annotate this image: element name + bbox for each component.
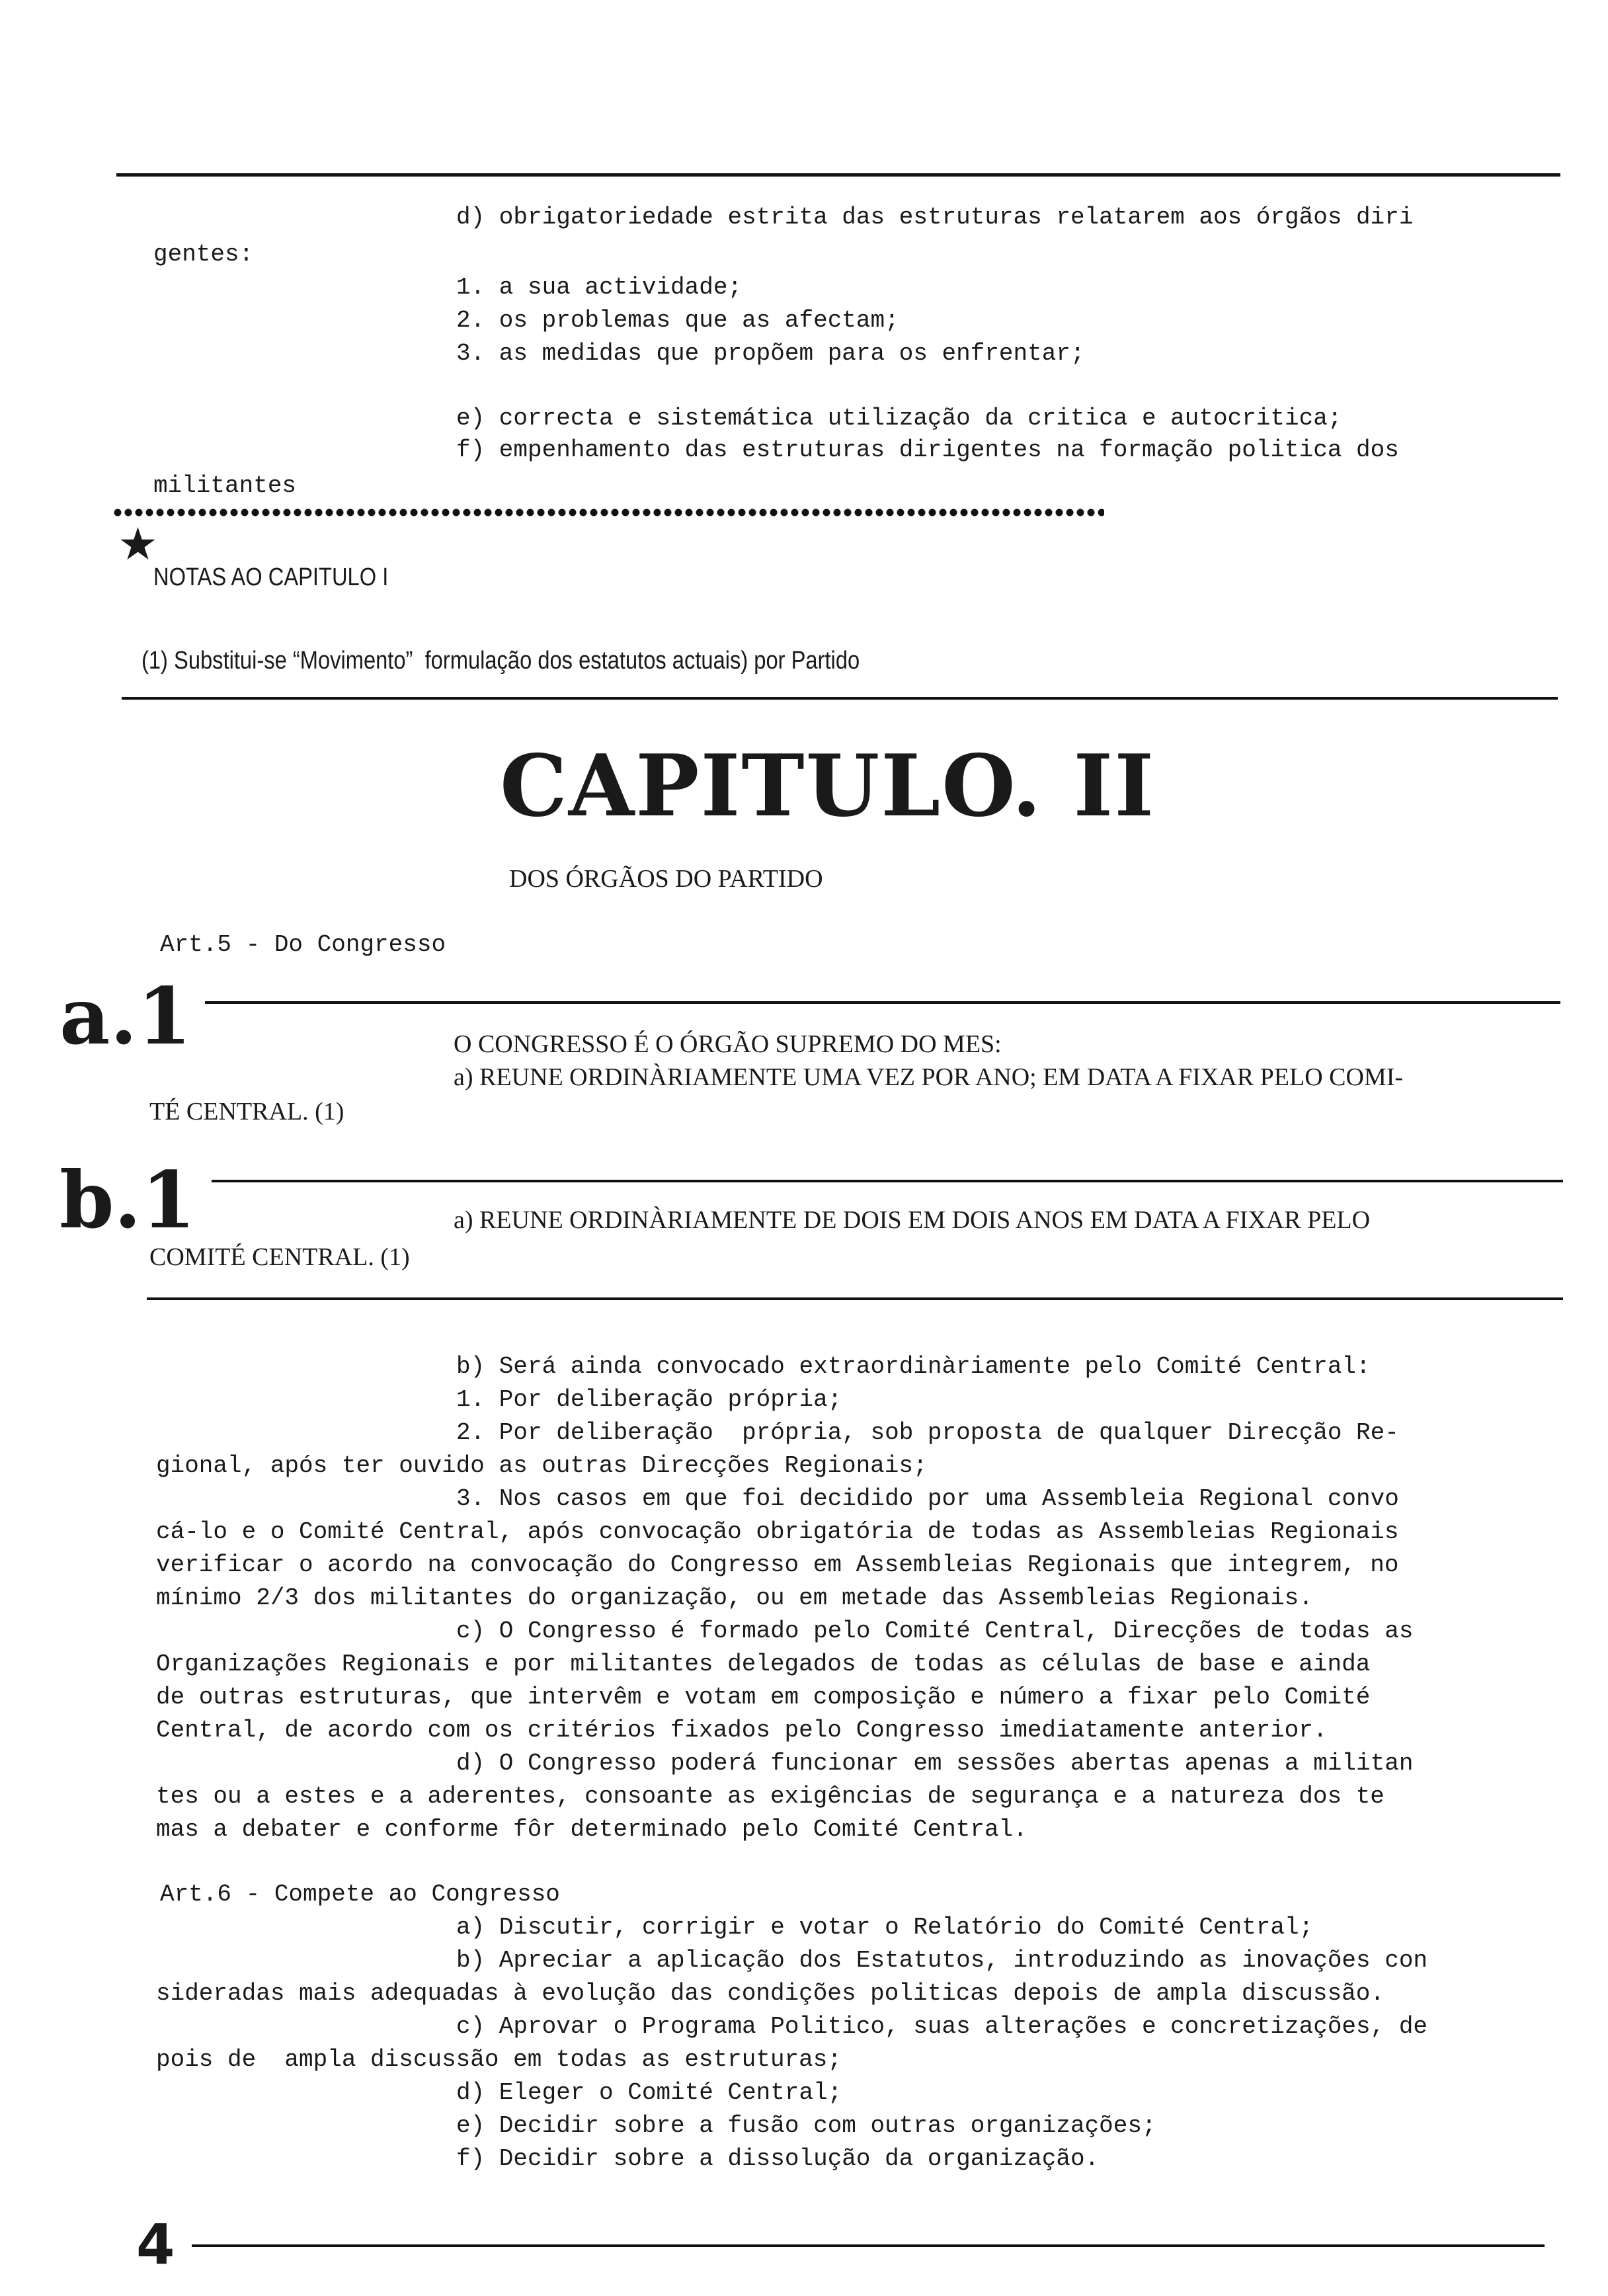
list-item: 2. os problemas que as afectam; (456, 307, 899, 334)
body-line: b) Apreciar a aplicação dos Estatutos, introduzindo as inovações con (456, 1947, 1428, 1974)
notes-heading: NOTAS AO CAPITULO I (153, 563, 389, 591)
body-line: c) Aprovar o Programa Politico, suas alterações e concretizações, de (456, 2013, 1428, 2040)
chapter-top-rule (122, 697, 1558, 700)
body-line: 1. Por deliberação própria; (456, 1386, 842, 1413)
body-line: pois de ampla discussão em todas as estruturas; (156, 2046, 842, 2073)
item-f-line2: militantes (153, 472, 297, 499)
art6-heading: Art.6 - Compete ao Congresso (160, 1881, 560, 1908)
item-e-line: e) correcta e sistemática utilização da critica e autocritica; (456, 405, 1342, 432)
top-rule (116, 173, 1560, 177)
body-line: Central, de acordo com os critérios fixados pelo Congresso imediatamente anterior. (156, 1717, 1328, 1744)
a1-line1: O CONGRESSO É O ÓRGÃO SUPREMO DO MES: (454, 1030, 1002, 1058)
item-f-line1: f) empenhamento das estruturas dirigentes na formação politica dos (456, 436, 1399, 464)
body-line: 3. Nos casos em que foi decidido por uma Assembleia Regional convo (456, 1485, 1399, 1512)
body-line: d) O Congresso poderá funcionar em sessões abertas apenas a militan (456, 1750, 1414, 1777)
a1-line3: TÉ CENTRAL. (1) (149, 1098, 344, 1126)
body-line: e) Decidir sobre a fusão com outras organizações; (456, 2112, 1156, 2139)
body-line: a) Discutir, corrigir e votar o Relatório do Comité Central; (456, 1914, 1314, 1941)
body-line: tes ou a estes e a aderentes, consoante as exigências de segurança e a natureza dos te (156, 1783, 1385, 1810)
star-icon: ★ (118, 518, 158, 571)
body-line: cá-lo e o Comité Central, após convocação obrigatória de todas as Assembleias Regionais (156, 1518, 1399, 1545)
a1-line2: a) REUNE ORDINÀRIAMENTE UMA VEZ POR ANO; EM DATA A FIXAR PELO COMI- (454, 1063, 1404, 1091)
body-line: 2. Por deliberação própria, sob proposta de qualquer Direcção Re- (456, 1419, 1399, 1446)
a1-rule (205, 1001, 1560, 1004)
body-line: d) Eleger o Comité Central; (456, 2079, 842, 2106)
body-line: f) Decidir sobre a dissolução da organização. (456, 2145, 1100, 2172)
b1-marker: b.1 (60, 1154, 196, 1246)
chapter-subtitle: DOS ÓRGÃOS DO PARTIDO (509, 865, 823, 893)
body-line: de outras estruturas, que intervêm e votam em composição e número a fixar pelo Comité (156, 1684, 1371, 1711)
note-item: (1) Substitui-se “Movimento” formulação dos estatutos actuais) por Partido (141, 647, 860, 675)
body-line: Organizações Regionais e por militantes delegados de todas as células de base e ainda (156, 1651, 1371, 1678)
footer-rule (192, 2244, 1545, 2247)
dotted-separator (112, 508, 1104, 517)
b1-bottom-rule (147, 1297, 1563, 1300)
body-line: c) O Congresso é formado pelo Comité Central, Direcções de todas as (456, 1618, 1414, 1645)
list-item: 1. a sua actividade; (456, 274, 743, 301)
chapter-title: CAPITULO. II (500, 737, 1156, 836)
body-line: gional, após ter ouvido as outras Direcções Regionais; (156, 1452, 928, 1479)
body-line: verificar o acordo na convocação do Congresso em Assembleias Regionais que integrem, no (156, 1551, 1399, 1578)
body-line: mas a debater e conforme fôr determinado pelo Comité Central. (156, 1816, 1027, 1843)
art5-heading: Art.5 - Do Congresso (160, 931, 446, 958)
b1-line2: COMITÉ CENTRAL. (1) (149, 1243, 410, 1271)
item-d-line2: gentes: (153, 241, 254, 268)
list-item: 3. as medidas que propõem para os enfrentar; (456, 340, 1085, 367)
b1-line1: a) REUNE ORDINÀRIAMENTE DE DOIS EM DOIS ANOS EM DATA A FIXAR PELO (454, 1206, 1371, 1234)
page-number: 4 (136, 2212, 175, 2277)
body-line: sideradas mais adequadas à evolução das condições politicas depois de ampla discussão. (156, 1980, 1385, 2007)
a1-marker: a.1 (60, 970, 192, 1062)
b1-rule (212, 1180, 1563, 1182)
item-d-line1: d) obrigatoriedade estrita das estruturas relatarem aos órgãos diri (456, 204, 1414, 231)
body-line: mínimo 2/3 dos militantes do organização, ou em metade das Assembleias Regionais. (156, 1584, 1313, 1612)
body-line: b) Será ainda convocado extraordinàriamente pelo Comité Central: (456, 1353, 1371, 1380)
